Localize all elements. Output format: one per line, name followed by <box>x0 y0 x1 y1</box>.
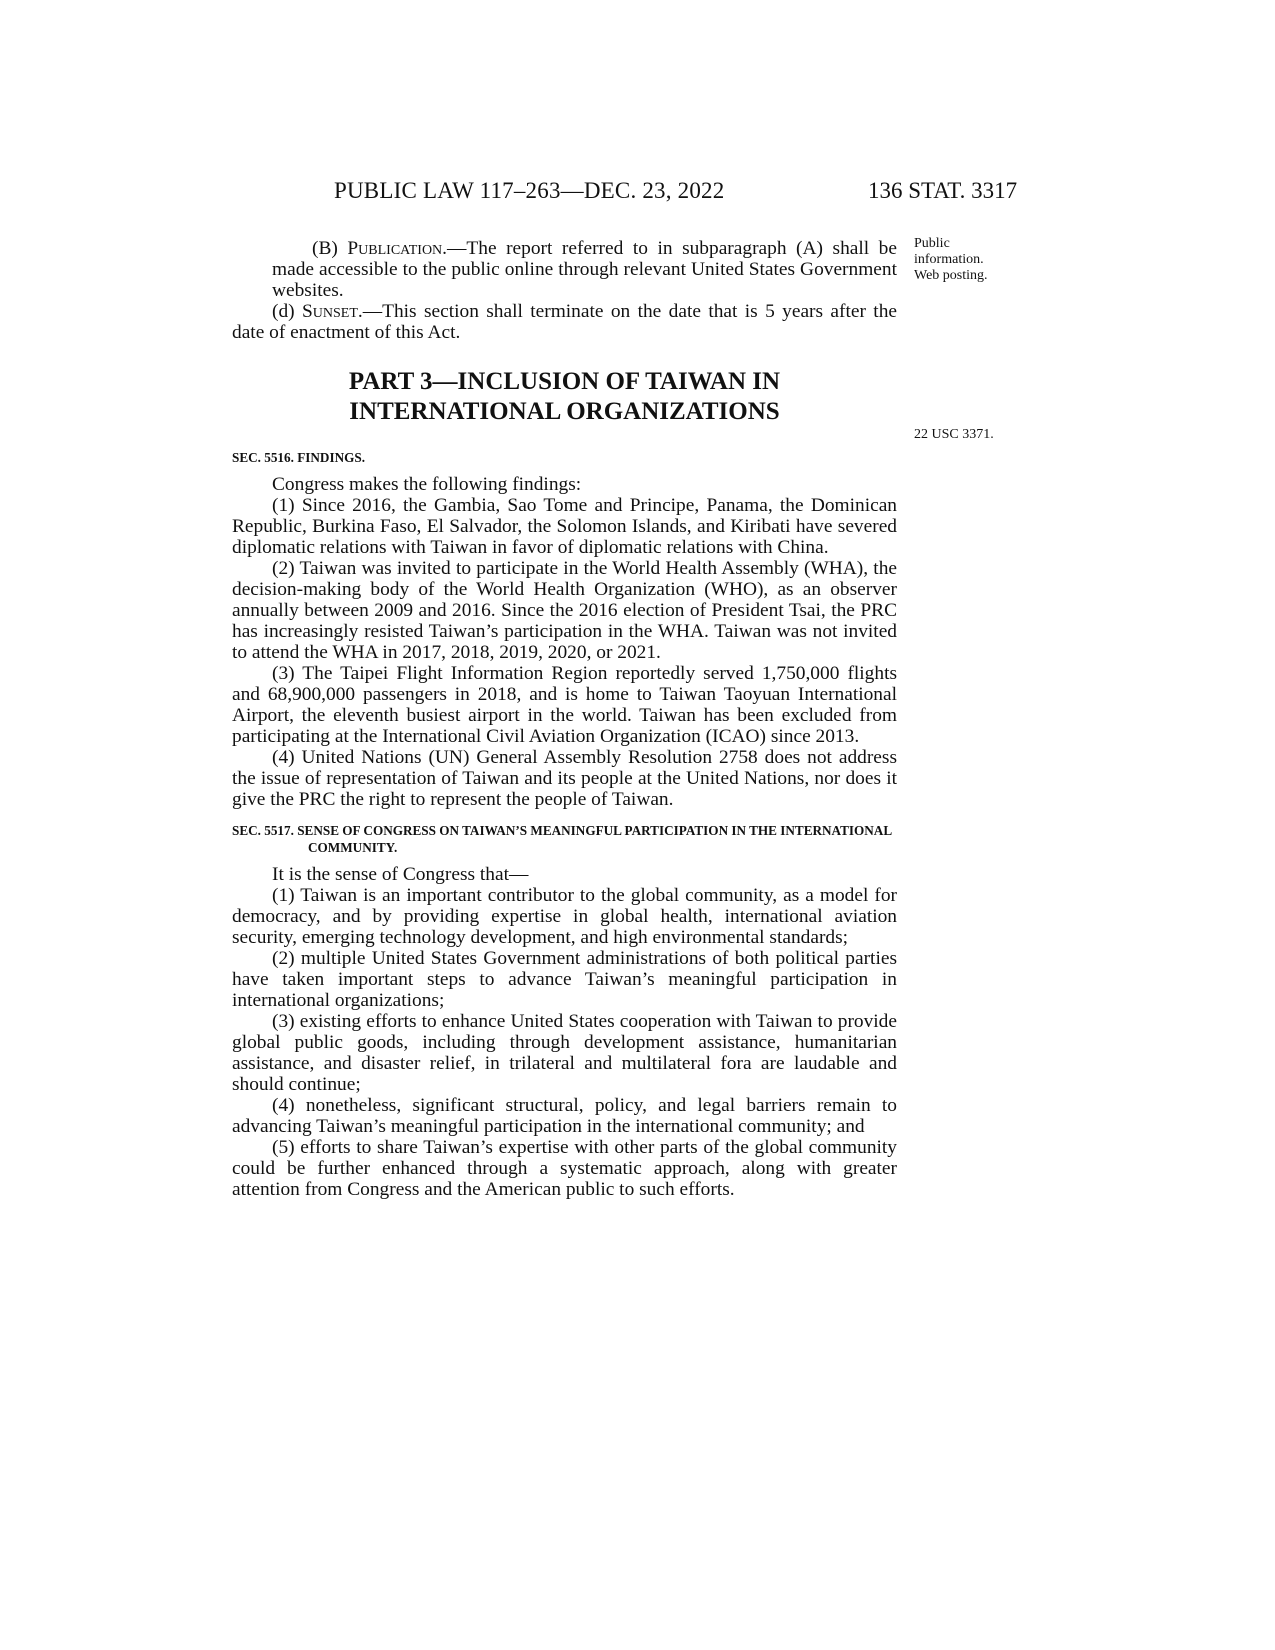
paragraph-caption: Sunset <box>301 301 358 322</box>
section-intro: Congress makes the following findings: <box>272 474 582 495</box>
paragraph-b-publication <box>232 238 897 301</box>
paragraph-d-sunset <box>232 301 897 343</box>
finding-item: (2) Taiwan was invited to participate in the World Health Assembly (WHA), the decision-making body of the World Health Organization (WHO), as an observer annually between 2009 and 2016. Since the 2016 election of President Tsai, the PRC has increasingly resisted Taiwan’s participation in the WHA. Taiwan was not invited to attend the WHA in 2017, 2018, 2019, 2020, or 2021. <box>232 558 897 663</box>
margin-note-public-information <box>914 236 988 284</box>
part-title-line: INTERNATIONAL ORGANIZATIONS <box>349 398 780 425</box>
paragraph-label: (B) <box>312 238 348 259</box>
body-text <box>232 238 897 1200</box>
finding-item: (1) Since 2016, the Gambia, Sao Tome and Principe, Panama, the Dominican Republic, Burkina Faso, El Salvador, the Solomon Islands, and Kiribati have severed diplomatic relations with Taiwan in favor of diplomatic relations with China. <box>232 495 897 558</box>
paragraph-caption: Publication <box>347 238 443 259</box>
part-title <box>232 367 897 427</box>
paragraph-label: (d) <box>272 301 302 322</box>
margin-note-line: Public <box>914 236 950 251</box>
finding-item: (4) United Nations (UN) General Assembly Resolution 2758 does not address the issue of representation of Taiwan and its people at the United Nations, nor does it give the PRC the right to represent the people of Taiwan. <box>232 747 897 810</box>
margin-note-usc: 22 USC 3371. <box>914 427 994 442</box>
sense-item: (3) existing efforts to enhance United States cooperation with Taiwan to provide global public goods, including through development assistance, humanitarian assistance, and disaster relief, in trilateral and multilateral fora are laudable and should continue; <box>232 1011 897 1095</box>
part-title-line: PART 3—INCLUSION OF TAIWAN IN <box>348 368 781 395</box>
section-intro: It is the sense of Congress that— <box>272 864 529 885</box>
sense-item: (5) efforts to share Taiwan’s expertise with other parts of the global community could be further enhanced through a systematic approach, along with greater attention from Congress and the American public to such efforts. <box>232 1137 897 1200</box>
paragraph-text: .—The report referred to in subparagraph (A) shall be made accessible to the public online through relevant United States Government websites. <box>272 238 897 301</box>
sense-item: (4) nonetheless, significant structural, policy, and legal barriers remain to advancing Taiwan’s meaningful participation in the international community; and <box>232 1095 897 1137</box>
finding-item: (3) The Taipei Flight Information Region reportedly served 1,750,000 flights and 68,900,000 passengers in 2018, and is home to Taiwan Taoyuan International Airport, the eleventh busiest airport in the world. Taiwan has been excluded from participating at the International Civil Aviation Organization (ICAO) since 2013. <box>232 663 897 747</box>
margin-note-line: information. <box>914 252 984 267</box>
section-heading-5516: SEC. 5516. FINDINGS. <box>232 450 365 465</box>
paragraph-text: .—This section shall terminate on the date that is 5 years after the date of enactment of this Act. <box>232 301 897 343</box>
sense-item: (1) Taiwan is an important contributor to the global community, as a model for democracy, and by providing expertise in global health, international aviation security, emerging technology development, and high environmental standards; <box>232 885 897 948</box>
margin-note-line: Web posting. <box>914 268 988 283</box>
page-stat-number: 136 STAT. 3317 <box>868 178 1018 203</box>
section-heading-5517: SEC. 5517. SENSE OF CONGRESS ON TAIWAN’S MEANINGFUL PARTICIPATION IN THE INTERNATIONAL COMMUNITY. <box>232 823 892 855</box>
running-header: PUBLIC LAW 117–263—DEC. 23, 2022 <box>334 178 725 203</box>
sense-item: (2) multiple United States Government administrations of both political parties have taken important steps to advance Taiwan’s meaningful participation in international organizations; <box>232 948 897 1011</box>
